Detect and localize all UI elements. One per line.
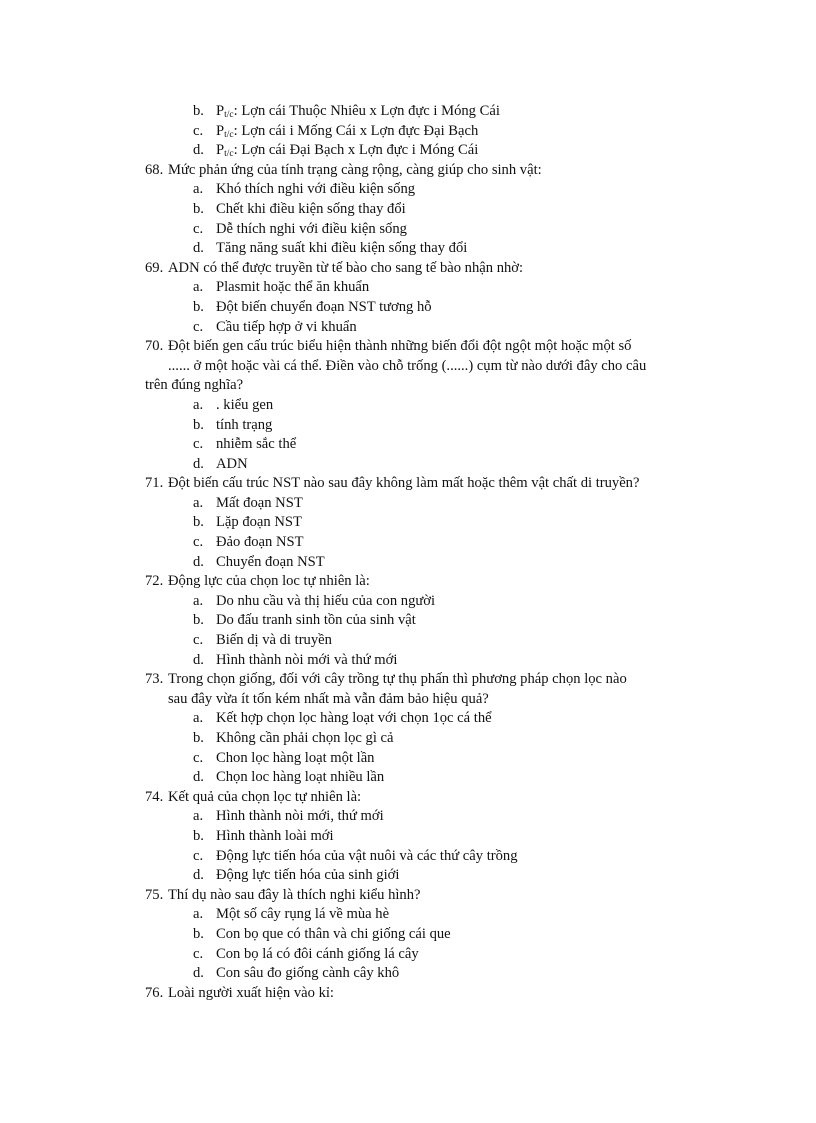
question-number: 70. — [145, 338, 164, 355]
option-text: Chon lọc hàng loạt một lần — [216, 749, 375, 766]
question-text: ...... ở một hoặc vài cá thể. Điền vào chỗ trống (......) cụm từ nào dưới đây cho câu — [168, 357, 647, 374]
option-line — [145, 709, 705, 729]
option-text: Con sâu đo giống cành cây khô — [216, 965, 400, 982]
question-block — [145, 259, 705, 337]
option-text: Mất đoạn NST — [216, 494, 303, 511]
question-line — [145, 690, 705, 710]
question-line — [145, 161, 705, 181]
option-letter: a. — [193, 808, 204, 825]
option-line — [145, 435, 705, 455]
option-line — [145, 611, 705, 631]
question-line — [145, 886, 705, 906]
question-number: 74. — [145, 788, 164, 805]
option-letter: c. — [193, 945, 204, 962]
option-letter: c. — [193, 436, 204, 453]
option-line — [145, 513, 705, 533]
question-text: sau đây vừa ít tốn kém nhất mà vẫn đảm bảo hiệu quả? — [168, 690, 489, 707]
option-subscript: t/c — [224, 129, 234, 140]
option-text: tính trạng — [216, 416, 273, 433]
option-text: Con bọ lá có đôi cánh giống lá cây — [216, 945, 419, 962]
option-line — [145, 122, 705, 142]
option-line — [145, 533, 705, 553]
option-text: Do đấu tranh sinh tồn của sinh vật — [216, 612, 416, 629]
option-text: Chết khi điều kiện sống thay đổi — [216, 200, 406, 217]
option-letter: a. — [193, 279, 204, 296]
option-text: Động lực tiến hóa của sinh giới — [216, 867, 400, 884]
option-line — [145, 768, 705, 788]
option-text: Do nhu cầu và thị hiếu của con người — [216, 592, 436, 609]
option-letter: b. — [193, 730, 204, 746]
option-line — [145, 651, 705, 671]
option-text: Động lực tiến hóa của vật nuôi và các thứ cây trồng — [216, 847, 518, 864]
option-line — [145, 396, 705, 416]
option-letter: b. — [193, 925, 204, 942]
option-letter: d. — [193, 240, 204, 257]
option-text: nhiễm sắc thể — [216, 436, 297, 453]
option-letter: a. — [193, 906, 204, 923]
option-letter: a. — [193, 396, 204, 413]
option-subscript: t/c — [224, 110, 234, 120]
question-text: Loài người xuất hiện vào kỉ: — [168, 984, 334, 1001]
question-number: 72. — [145, 573, 164, 590]
option-text: . kiểu gen — [216, 396, 274, 413]
option-letter: c. — [193, 847, 204, 864]
option-text: Dễ thích nghi với điều kiện sống — [216, 220, 407, 237]
option-letter: d. — [193, 142, 204, 159]
option-letter: a. — [193, 710, 204, 727]
option-text: Con bọ que có thân và chi giống cái que — [216, 925, 451, 942]
option-line — [145, 278, 705, 298]
option-text: : Lợn cái i Mống Cái x Lợn đực Đại Bạch — [233, 122, 479, 139]
option-text: ADN — [216, 455, 248, 472]
question-text: Mức phản ứng của tính trạng càng rộng, càng giúp cho sinh vật: — [168, 161, 542, 178]
question-line — [145, 376, 705, 396]
option-letter: a. — [193, 494, 204, 511]
option-letter: c. — [193, 632, 204, 649]
option-line — [145, 200, 705, 220]
option-line — [145, 239, 705, 259]
question-number: 71. — [145, 475, 164, 492]
option-line — [145, 827, 705, 847]
question-block — [145, 670, 705, 788]
question-line — [145, 670, 705, 690]
option-line — [145, 729, 705, 749]
option-p-symbol: P — [216, 103, 225, 119]
question-text: Trong chọn giống, đối với cây trồng tự thụ phấn thì phương pháp chọn lọc nào — [168, 671, 627, 688]
option-line — [145, 749, 705, 769]
question-number: 68. — [145, 161, 164, 178]
option-letter: b. — [193, 612, 204, 629]
option-text: Kết hợp chọn lọc hàng loạt với chọn 1ọc cá thể — [216, 710, 492, 727]
question-text: ADN có thể được truyền từ tế bào cho sang tế bào nhận nhờ: — [168, 259, 524, 276]
option-letter: c. — [193, 122, 204, 139]
option-letter: d. — [193, 769, 204, 786]
question-line — [145, 259, 705, 279]
option-text: Một số cây rụng lá về mùa hè — [216, 906, 390, 923]
option-line — [145, 180, 705, 200]
option-letter: a. — [193, 592, 204, 609]
option-line — [145, 494, 705, 514]
option-letter: c. — [193, 749, 204, 766]
option-line — [145, 945, 705, 965]
question-text: Đột biến cấu trúc NST nào sau đây không làm mất hoặc thêm vật chất di truyền? — [168, 475, 640, 492]
option-letter: b. — [193, 416, 204, 433]
option-letter: d. — [193, 651, 204, 668]
question-block — [145, 788, 705, 886]
option-text: Hình thành loài mới — [216, 827, 334, 844]
option-line — [145, 964, 705, 984]
option-text: Plasmit hoặc thể ăn khuẩn — [216, 279, 370, 296]
question-number: 76. — [145, 984, 164, 1001]
question-block — [145, 474, 705, 572]
option-line — [145, 925, 705, 945]
option-line — [145, 141, 705, 161]
question-list — [145, 102, 705, 1003]
option-p-symbol: P — [216, 142, 225, 159]
option-letter: c. — [193, 220, 204, 237]
option-subscript: t/c — [224, 149, 234, 160]
question-line — [145, 984, 705, 1004]
option-line — [145, 631, 705, 651]
question-line — [145, 474, 705, 494]
question-block — [145, 337, 705, 474]
option-letter: a. — [193, 181, 204, 198]
question-block — [145, 984, 705, 1004]
option-p-symbol: P — [216, 122, 225, 139]
option-line — [145, 592, 705, 612]
question-text: Kết quả của chọn lọc tự nhiên là: — [168, 788, 362, 805]
question-text: trên đúng nghĩa? — [145, 377, 244, 394]
question-number: 75. — [145, 886, 164, 903]
option-line — [145, 866, 705, 886]
question-line — [145, 337, 705, 357]
option-text: Khó thích nghi với điều kiện sống — [216, 181, 416, 198]
option-text: Lặp đoạn NST — [216, 514, 302, 531]
option-line — [145, 416, 705, 436]
option-text: Đảo đoạn NST — [216, 534, 304, 551]
option-letter: b. — [193, 200, 204, 217]
option-text: Biến dị và di truyền — [216, 632, 332, 649]
option-text: : Lợn cái Thuộc Nhiêu x Lợn đực i Móng Cái — [233, 103, 500, 119]
option-line — [145, 807, 705, 827]
question-block — [145, 161, 705, 259]
option-text: Chuyển đoạn NST — [216, 553, 325, 570]
option-letter: b. — [193, 298, 204, 315]
option-line — [145, 102, 705, 122]
question-line — [145, 357, 705, 377]
option-line — [145, 905, 705, 925]
option-text: Đột biến chuyển đoạn NST tương hỗ — [216, 298, 432, 315]
question-text: Đột biến gen cấu trúc biểu hiện thành những biến đổi đột ngột một hoặc một số — [168, 338, 632, 355]
option-line — [145, 318, 705, 338]
option-text: Không cần phải chọn lọc gì cả — [216, 730, 394, 746]
option-line — [145, 847, 705, 867]
question-number: 69. — [145, 259, 164, 276]
question-block — [145, 572, 705, 670]
option-letter: d. — [193, 455, 204, 472]
option-text: Cầu tiếp hợp ở vi khuẩn — [216, 318, 357, 335]
option-text: : Lợn cái Đại Bạch x Lợn đực i Móng Cái — [233, 142, 479, 159]
option-letter: d. — [193, 965, 204, 982]
option-line — [145, 220, 705, 240]
question-line — [145, 788, 705, 808]
option-letter: b. — [193, 514, 204, 531]
question-line — [145, 572, 705, 592]
option-text: Tăng năng suất khi điều kiện sống thay đổi — [216, 240, 468, 257]
question-number: 73. — [145, 671, 164, 688]
option-letter: c. — [193, 318, 204, 335]
option-text: Hình thành nòi mới, thứ mới — [216, 808, 384, 825]
option-line — [145, 455, 705, 475]
question-text: Thí dụ nào sau đây là thích nghi kiểu hình? — [168, 886, 421, 903]
option-text: Hình thành nòi mới và thứ mới — [216, 651, 398, 668]
question-text: Động lực của chọn loc tự nhiên là: — [168, 573, 370, 590]
option-letter: d. — [193, 867, 204, 884]
option-text: Chọn loc hàng loạt nhiều lần — [216, 769, 385, 786]
option-letter: c. — [193, 534, 204, 551]
question-block — [145, 886, 705, 984]
option-letter: d. — [193, 553, 204, 570]
option-letter: b. — [193, 827, 204, 844]
option-line — [145, 298, 705, 318]
option-letter: b. — [193, 103, 204, 119]
option-line — [145, 553, 705, 573]
